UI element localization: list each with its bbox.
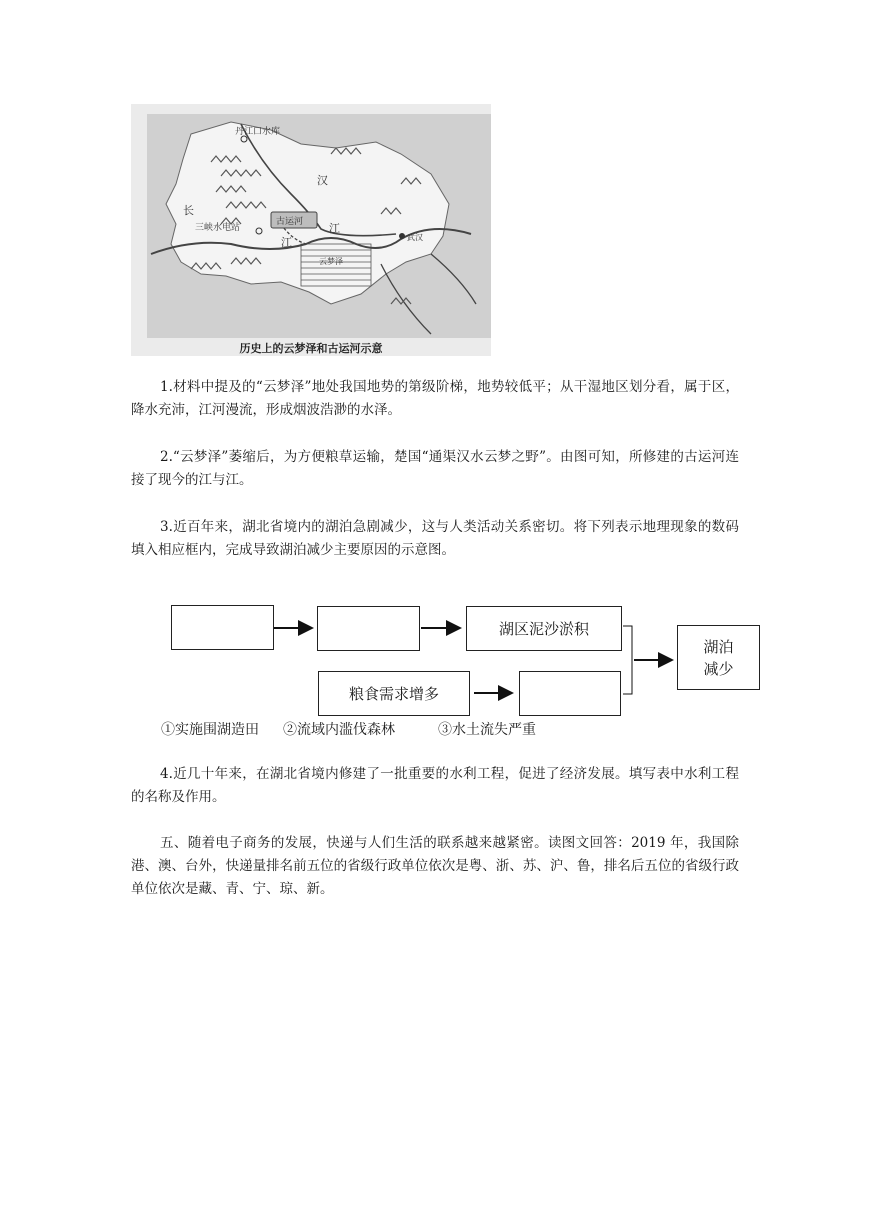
blank-box-1[interactable] bbox=[171, 605, 274, 650]
blank-box-3[interactable] bbox=[519, 671, 621, 716]
label-yunmengze: 云梦泽 bbox=[319, 257, 343, 266]
box-grain-label: 粮食需求增多 bbox=[348, 685, 439, 703]
option-2: ②流域内滥伐森林 bbox=[283, 722, 395, 738]
question-4: 4.近几十年来，在湖北省境内修建了一批重要的水利工程，促进了经济发展。填写表中水利工程的名称及作用。 bbox=[131, 766, 739, 805]
question-5: 五、随着电子商务的发展，快递与人们生活的联系越来越紧密。读图文回答：2019 年，我国除港、澳、台外，快递量排名前五位的省级行政单位依次是粤、浙、苏、沪、鲁，排名后五位的省级行政单位依次是藏、青、宁、琼、新。 bbox=[131, 835, 739, 897]
box-sediment-label: 湖区泥沙淤积 bbox=[498, 620, 589, 638]
box-grain bbox=[318, 671, 470, 716]
box-result-line1: 湖泊 bbox=[703, 637, 734, 656]
label-jiang-west: 江 bbox=[281, 236, 292, 249]
option-1: ①实施围湖造田 bbox=[161, 722, 259, 738]
label-sanxia: 三峡水电站 bbox=[195, 223, 241, 233]
label-wuhan: 武汉 bbox=[407, 233, 423, 242]
box-sediment bbox=[466, 606, 622, 651]
label-han: 汉 bbox=[317, 174, 328, 187]
option-legend bbox=[161, 719, 536, 739]
box-result bbox=[677, 625, 760, 690]
question-1: 1.材料中提及的“云梦泽”地处我国地势的第级阶梯，地势较低平；从干湿地区划分看，属于区，降水充沛，江河漫流，形成烟波浩渺的水泽。 bbox=[131, 379, 739, 418]
label-danjiangkou: 丹江口水库 bbox=[235, 127, 281, 137]
blank-box-2[interactable] bbox=[317, 606, 420, 651]
option-3: ③水土流失严重 bbox=[438, 722, 536, 738]
question-3: 3.近百年来，湖北省境内的湖泊急剧减少，这与人类活动关系密切。将下列表示地理现象的数码填入相应框内，完成导致湖泊减少主要原因的示意图。 bbox=[131, 519, 739, 558]
label-chang: 长 bbox=[183, 204, 194, 217]
question-2: 2.“云梦泽”萎缩后，为方便粮草运输，楚国“通渠汉水云梦之野”。由图可知，所修建的古运河连接了现今的江与江。 bbox=[131, 449, 739, 488]
label-jiang-east: 江 bbox=[329, 222, 340, 235]
map-caption: 历史上的云梦泽和古运河示意 bbox=[239, 342, 383, 355]
label-guyunhe: 古运河 bbox=[276, 217, 304, 227]
box-result-line2: 减少 bbox=[703, 659, 734, 678]
